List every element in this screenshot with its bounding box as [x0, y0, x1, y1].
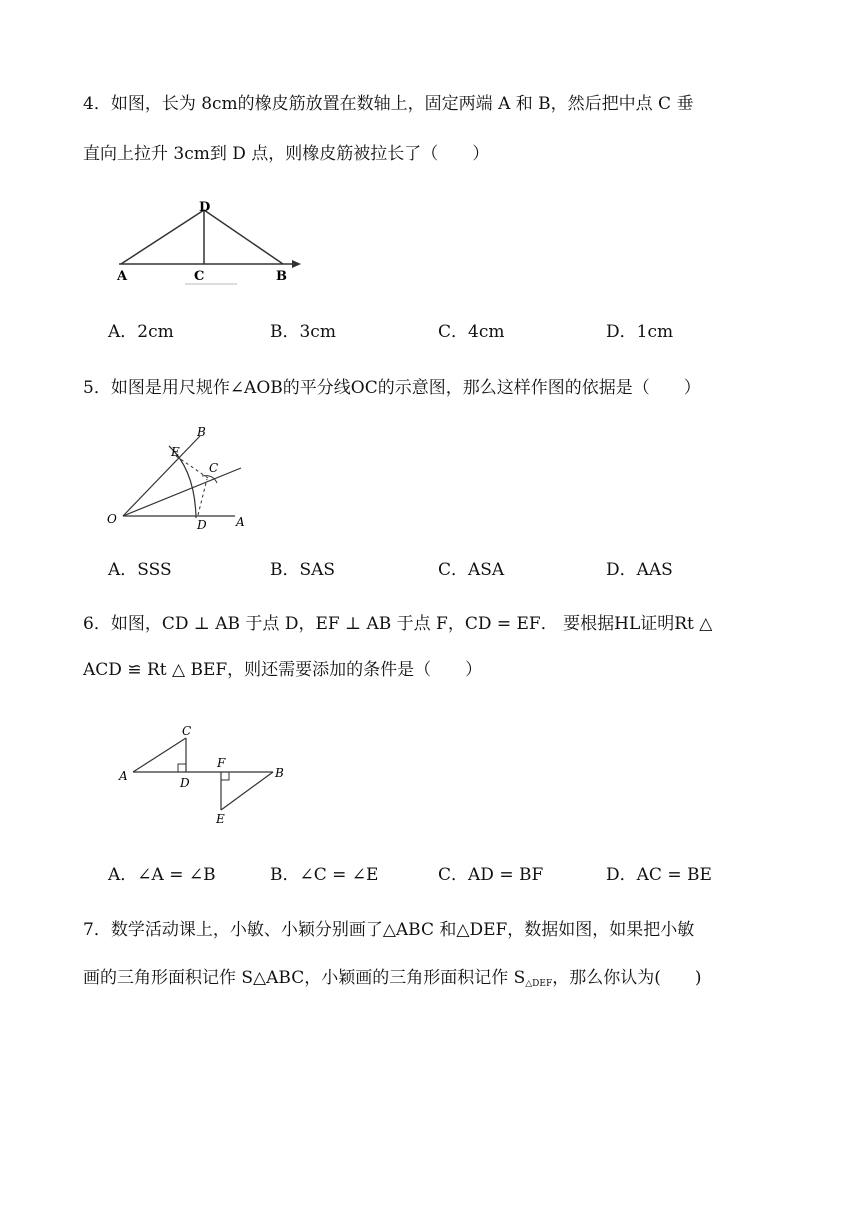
- q5-label-a: A: [236, 515, 245, 529]
- q4-segment-ad: [121, 210, 204, 264]
- q4-axis-arrow: [292, 260, 301, 268]
- q6-right-angle-d: [178, 764, 186, 772]
- q4-text-line1: 4．如图，长为 8cm的橡皮筋放置在数轴上，固定两端 A 和 B，然后把中点 C 垂: [83, 94, 694, 114]
- q6-option-b: B．∠C = ∠E: [270, 865, 379, 885]
- q5-ray-oc: [123, 468, 241, 516]
- q5-text-line1: 5．如图是用尺规作∠AOB的平分线OC的示意图，那么这样作图的依据是（ ）: [83, 378, 701, 398]
- q4-label-c: C: [194, 269, 205, 284]
- q6-option-d: D．AC = BE: [606, 865, 712, 885]
- q5-option-d: D．AAS: [606, 560, 673, 580]
- q5-label-o: O: [107, 512, 117, 526]
- q4-option-a: A．2cm: [108, 322, 174, 342]
- q5-option-c: C．ASA: [438, 560, 505, 580]
- q6-option-a: A．∠A = ∠B: [108, 865, 216, 885]
- q5-option-b: B．SAS: [270, 560, 336, 580]
- q7-line2-suffix: ，那么你认为( ): [552, 968, 702, 988]
- q4-option-b: B．3cm: [270, 322, 336, 342]
- q4-text-line2: 直向上拉升 3cm到 D 点，则橡皮筋被拉长了（ ）: [83, 144, 490, 164]
- q6-label-b: B: [275, 766, 284, 780]
- q5-figure: [105, 422, 255, 532]
- q6-text-line1: 6．如图，CD ⊥ AB 于点 D，EF ⊥ AB 于点 F，CD = EF． 要根据HL证明Rt △: [83, 614, 713, 634]
- q6-option-c: C．AD = BF: [438, 865, 544, 885]
- q5-arc-c: [202, 476, 217, 483]
- q4-label-d: D: [199, 200, 211, 215]
- q4-option-d: D．1cm: [606, 322, 674, 342]
- q5-option-a: A．SSS: [108, 560, 172, 580]
- q6-label-d: D: [180, 776, 190, 790]
- q4-segment-bd: [204, 210, 283, 264]
- q7-subscript-def: △DEF: [525, 979, 553, 989]
- q4-label-a: A: [117, 269, 128, 284]
- q5-label-c: C: [209, 461, 219, 475]
- q5-label-b: B: [197, 425, 206, 439]
- q5-label-d: D: [197, 518, 207, 532]
- q6-label-e: E: [216, 812, 225, 826]
- q6-label-a: A: [119, 769, 128, 783]
- q7-text-line1: 7．数学活动课上，小敏、小颖分别画了△ABC 和△DEF，数据如图，如果把小敏: [83, 920, 695, 940]
- q4-option-c: C．4cm: [438, 322, 505, 342]
- q6-label-c: C: [182, 724, 192, 738]
- q5-label-e: E: [171, 445, 180, 459]
- q6-figure: [115, 720, 295, 830]
- q6-right-angle-f: [221, 772, 229, 780]
- q6-text-line2: ACD ≌ Rt △ BEF，则还需要添加的条件是（ ）: [83, 660, 483, 680]
- q4-label-b: B: [276, 269, 287, 284]
- q4-figure: [115, 198, 305, 288]
- q6-label-f: F: [217, 756, 226, 770]
- q7-line2-prefix: 画的三角形面积记作 S△ABC，小颖画的三角形面积记作 S: [83, 968, 526, 988]
- q7-text-line2: [83, 966, 701, 996]
